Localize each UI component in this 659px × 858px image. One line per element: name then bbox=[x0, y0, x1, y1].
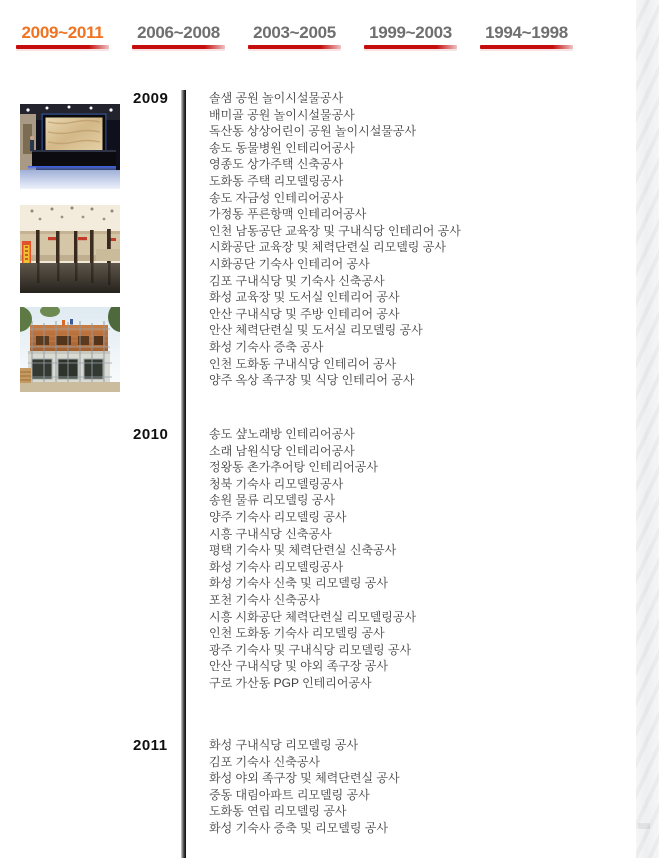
year-label: 2009 bbox=[133, 90, 169, 107]
project-item: 배미골 공원 놀이시설물공사 bbox=[209, 107, 355, 122]
project-list bbox=[209, 90, 659, 389]
project-item: 화성 기숙사 신축 및 리모델링 공사 bbox=[209, 576, 388, 591]
project-item: 송원 물류 리모델링 공사 bbox=[209, 493, 335, 508]
project-item: 구로 가산동 PGP 인테리어공사 bbox=[209, 675, 372, 690]
year-range-tabs bbox=[16, 24, 596, 49]
project-item: 도화동 연립 리모델링 공사 bbox=[209, 804, 347, 819]
tab-underline bbox=[248, 45, 341, 49]
tab-underline bbox=[132, 45, 225, 49]
project-item: 송도 샾노래방 인테리어공사 bbox=[209, 427, 355, 441]
tab-label: 2003~2005 bbox=[253, 23, 336, 42]
year-range-tab[interactable] bbox=[16, 24, 109, 49]
tab-underline bbox=[16, 45, 109, 49]
project-item: 솔샘 공원 놀이시설물공사 bbox=[209, 91, 344, 105]
year-section bbox=[0, 90, 659, 389]
project-item: 화성 기숙사 증축 공사 bbox=[209, 339, 324, 354]
project-list bbox=[209, 737, 659, 837]
project-item: 영종도 상가주택 신축공사 bbox=[209, 157, 344, 172]
year-range-tab[interactable] bbox=[480, 24, 573, 49]
project-item: 인천 도화동 기숙사 리모델링 공사 bbox=[209, 626, 385, 641]
project-item: 시화공단 교육장 및 체력단련실 리모델링 공사 bbox=[209, 240, 446, 255]
project-item: 화성 야외 족구장 및 체력단련실 공사 bbox=[209, 771, 400, 786]
project-item: 중동 대림아파트 리모델링 공사 bbox=[209, 787, 370, 802]
project-item: 김포 기숙사 신축공사 bbox=[209, 754, 320, 769]
project-item: 양주 옥상 족구장 및 식당 인테리어 공사 bbox=[209, 373, 415, 388]
project-item: 화성 교육장 및 도서실 인테리어 공사 bbox=[209, 290, 400, 305]
year-label: 2011 bbox=[133, 737, 168, 754]
project-item: 시화공단 기숙사 인테리어 공사 bbox=[209, 256, 370, 271]
project-item: 송도 자금성 인테리어공사 bbox=[209, 190, 344, 205]
project-item: 화성 기숙사 증축 및 리모델링 공사 bbox=[209, 820, 388, 835]
tab-label: 1994~1998 bbox=[485, 23, 568, 42]
project-item: 시흥 구내식당 신축공사 bbox=[209, 526, 332, 541]
project-item: 청북 기숙사 리모델링공사 bbox=[209, 476, 344, 491]
year-range-tab[interactable] bbox=[364, 24, 457, 49]
tab-label: 2009~2011 bbox=[21, 23, 104, 42]
tab-label: 2006~2008 bbox=[137, 23, 220, 42]
project-item: 안산 체력단련실 및 도서실 리모델링 공사 bbox=[209, 323, 423, 338]
project-item: 김포 구내식당 및 기숙사 신축공사 bbox=[209, 273, 385, 288]
project-item: 광주 기숙사 및 구내식당 리모델링 공사 bbox=[209, 642, 412, 657]
tab-underline bbox=[364, 45, 457, 49]
project-item: 인천 남동공단 교육장 및 구내식당 인테리어 공사 bbox=[209, 223, 461, 238]
year-section bbox=[0, 737, 659, 837]
project-item: 화성 기숙사 리모델링공사 bbox=[209, 559, 344, 574]
project-item: 도화동 주택 리모델링공사 bbox=[209, 173, 344, 188]
year-section bbox=[0, 426, 659, 692]
project-item: 정왕동 촌가추어탕 인테리어공사 bbox=[209, 460, 378, 475]
project-item: 시흥 시화공단 체력단련실 리모델링공사 bbox=[209, 609, 417, 624]
project-item: 인천 도화동 구내식당 인테리어 공사 bbox=[209, 356, 397, 371]
year-range-tab[interactable] bbox=[248, 24, 341, 49]
project-item: 포천 기숙사 신축공사 bbox=[209, 592, 320, 607]
tab-underline bbox=[480, 45, 573, 49]
year-label: 2010 bbox=[133, 426, 169, 443]
project-item: 소래 남원식당 인테리어공사 bbox=[209, 443, 355, 458]
project-item: 평택 기숙사 및 체력단련실 신축공사 bbox=[209, 543, 397, 558]
year-range-tab[interactable] bbox=[132, 24, 225, 49]
project-item: 가정동 푸른항맥 인테리어공사 bbox=[209, 207, 367, 222]
project-item: 독산동 상상어린이 공원 놀이시설물공사 bbox=[209, 124, 417, 139]
tab-label: 1999~2003 bbox=[369, 23, 452, 42]
project-item: 양주 기숙사 리모델링 공사 bbox=[209, 509, 347, 524]
project-item: 안산 구내식당 및 야외 족구장 공사 bbox=[209, 659, 388, 674]
project-item: 화성 구내식당 리모델링 공사 bbox=[209, 738, 359, 752]
project-item: 안산 구내식당 및 주방 인테리어 공사 bbox=[209, 306, 400, 321]
project-item: 송도 동물병원 인테리어공사 bbox=[209, 140, 355, 155]
project-list bbox=[209, 426, 659, 692]
